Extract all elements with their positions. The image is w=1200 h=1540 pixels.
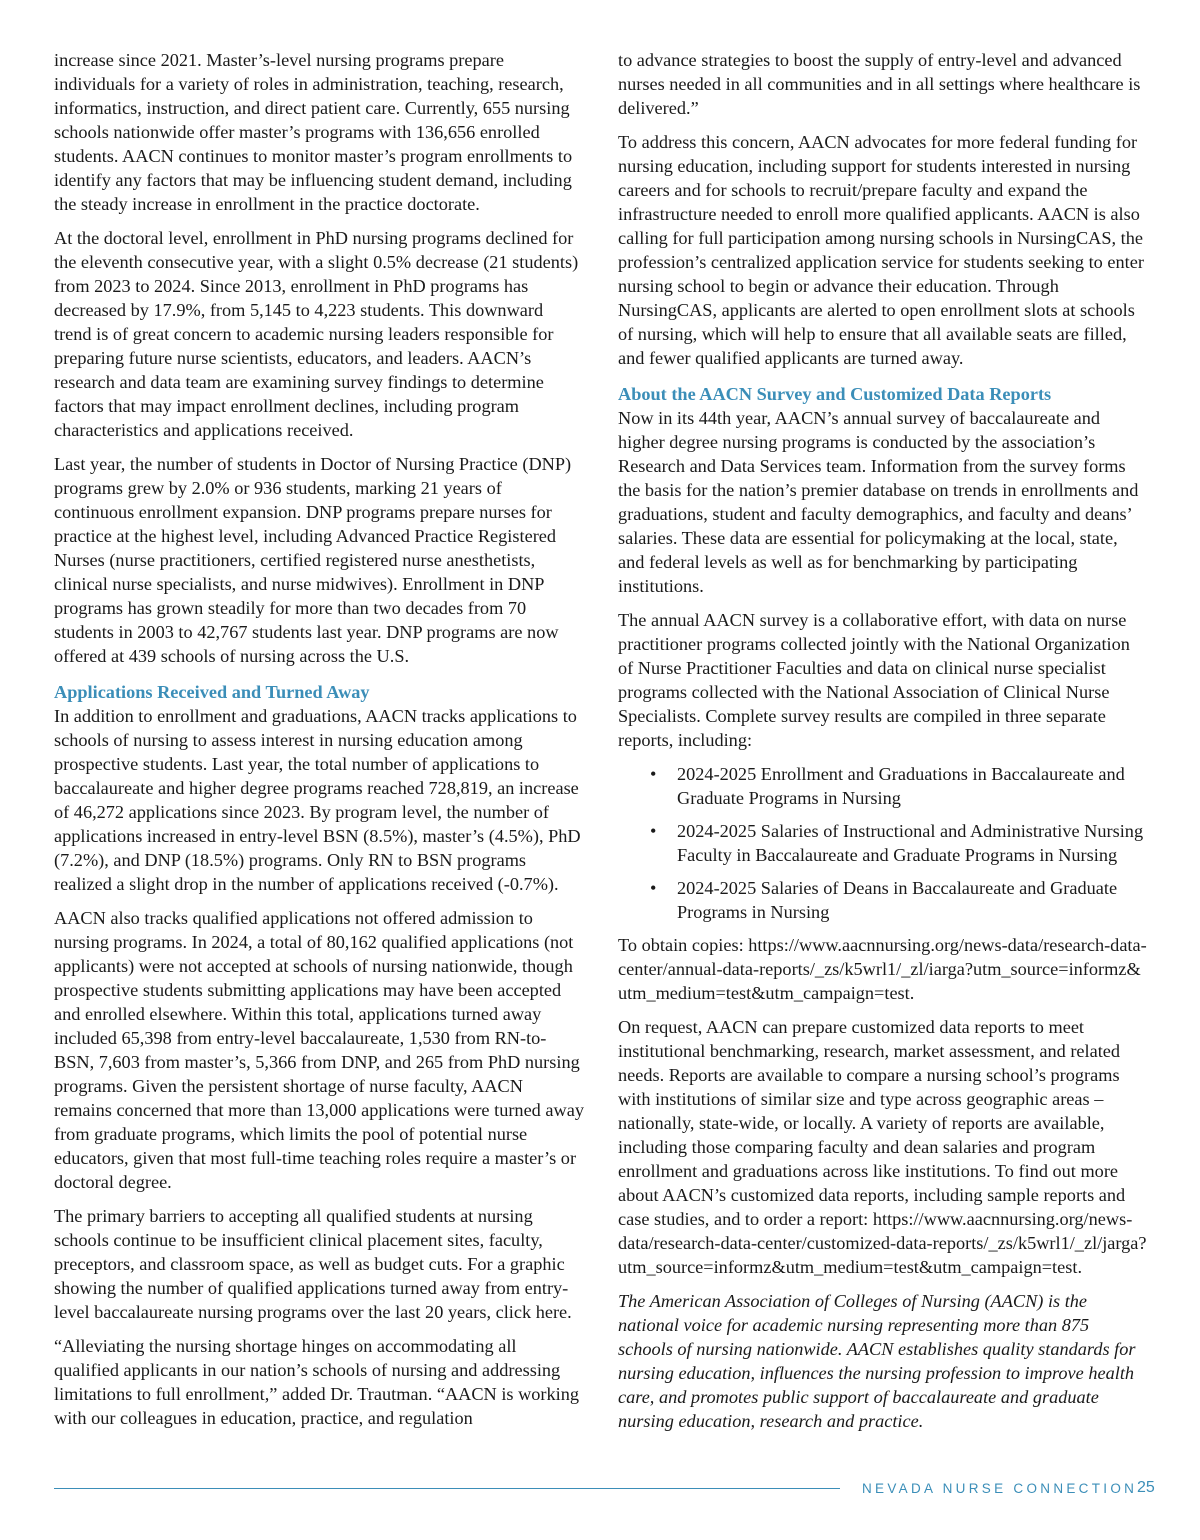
left-column: [54, 48, 584, 1430]
list-item: [618, 876, 1148, 924]
footer-divider: [54, 1488, 840, 1489]
list-item: [618, 819, 1148, 867]
paragraph-customized-reports[interactable]: On request, AACN can prepare customized data reports to meet institutional benchmarking, research, market assessment, and related needs. Reports are available to compare a nursing school’s programs with institutions of similar size and type across geographic areas – nationally, state-wide, or locally. A variety of reports are available, including those comparing faculty and dean salaries and program enrollment and graduations across like institutions. To find out more about AACN’s customized data reports, including sample reports and case studies, and to order a report: https://www.aacnnursing.org/news-data/research-data-center/customized-data-reports/_zs/k5wrl1/_zl/jarga?utm_source=informz&utm_medium=test&utm_campaign=test.: [618, 1017, 1147, 1277]
paragraph-survey-intro: Now in its 44th year, AACN’s annual survey of baccalaureate and higher degree nursing programs is conducted by the association’s Research and Data Services team. Information from the survey forms the basis for the nation’s premier database on trends in enrollments and graduations, student and faculty demographics, and faculty and deans’ salaries. These data are essential for policymaking at the local, state, and federal levels as well as for benchmarking by participating institutions.: [618, 408, 1139, 596]
paragraph-survey-collaboration: The annual AACN survey is a collaborative effort, with data on nurse practitioner programs collected jointly with the National Organization of Nurse Practitioner Faculties and data on clinical nurse specialist programs collected with the National Association of Clinical Nurse Specialists. Complete survey results are compiled in three separate reports, including:: [618, 610, 1130, 750]
report-title: 2024-2025 Salaries of Instructional and Administrative Nursing Faculty in Baccalaureate and Graduate Programs in Nursing: [677, 821, 1144, 865]
paragraph-masters-programs: increase since 2021. Master’s-level nursing programs prepare individuals for a variety of roles in administration, teaching, research, informatics, instruction, and direct patient care. Currently, 655 nursing schools nationwide offer master’s programs with 136,656 enrolled students. AACN continues to monitor master’s program enrollments to identify any factors that may be influencing student demand, including the steady increase in enrollment in the practice doctorate.: [54, 50, 573, 214]
paragraph-quote-continued: to advance strategies to boost the supply of entry-level and advanced nurses needed in all communities and in all settings where healthcare is delivered.”: [618, 50, 1141, 118]
heading-applications: Applications Received and Turned Away: [54, 682, 370, 702]
reports-list: [618, 762, 1148, 924]
paragraph-advocacy: To address this concern, AACN advocates for more federal funding for nursing education, including support for students interested in nursing careers and for schools to recruit/prepare faculty and expand the infrastructure needed to enroll more qualified applicants. AACN is also calling for full participation among nursing schools in NursingCAS, the profession’s centralized application service for students seeking to enter nursing school to begin or advance their education. Through NursingCAS, applicants are alerted to open enrollment slots at schools of nursing, which will help to ensure that all available seats are filled, and fewer qualified applicants are turned away.: [618, 132, 1144, 368]
paragraph-obtain-copies[interactable]: To obtain copies: https://www.aacnnursing.org/news-data/research-data-center/annual-data-reports/_zs/k5wrl1/_zl/iarga?utm_source=informz&utm_medium=test&utm_campaign=test.: [618, 935, 1147, 1003]
bullet-icon: •: [650, 821, 657, 841]
paragraph-applications-turned-away: AACN also tracks qualified applications not offered admission to nursing programs. In 2024, a total of 80,162 qualified applications (not applicants) were not accepted at schools of nursing nationwide, though prospective students submitting applications may have been accepted and enrolled elsewhere. Within this total, applications turned away included 65,398 from entry-level baccalaureate, 1,530 from RN-to-BSN, 7,603 from master’s, 5,366 from DNP, and 265 from PhD nursing programs. Given the persistent shortage of nurse faculty, AACN remains concerned that more than 13,000 applications were turned away from graduate programs, which limits the pool of potential nurse educators, given that most full-time teaching roles require a master’s or doctoral degree.: [54, 908, 584, 1192]
aacn-tagline: The American Association of Colleges of Nursing (AACN) is the national voice for academic nursing representing more than 875 schools of nursing nationwide. AACN establishes quality standards for nursing education, influences the nursing profession to improve health care, and promotes public support of baccalaureate and graduate nursing education, research and practice.: [618, 1291, 1136, 1431]
paragraph-dnp-programs: Last year, the number of students in Doctor of Nursing Practice (DNP) programs grew by 2.0% or 936 students, marking 21 years of continuous enrollment expansion. DNP programs prepare nurses for practice at the highest level, including Advanced Practice Registered Nurses (nurse practitioners, certified registered nurse anesthetists, clinical nurse specialists, and nurse midwives). Enrollment in DNP programs has grown steadily for more than two decades from 70 students in 2003 to 42,767 students last year. DNP programs are now offered at 439 schools of nursing across the U.S.: [54, 454, 572, 666]
bullet-icon: •: [650, 764, 657, 784]
paragraph-barriers[interactable]: The primary barriers to accepting all qualified students at nursing schools continue to be insufficient clinical placement sites, faculty, preceptors, and classroom space, as well as budget cuts. For a graphic showing the number of qualified applications turned away from entry-level baccalaureate nursing programs over the last 20 years, click here.: [54, 1206, 572, 1322]
paragraph-applications-received: In addition to enrollment and graduations, AACN tracks applications to schools of nursing to assess interest in nursing education among prospective students. Last year, the total number of applications to baccalaureate and higher degree programs reached 728,819, an increase of 46,272 applications since 2023. By program level, the number of applications increased in entry-level BSN (8.5%), master’s (4.5%), PhD (7.2%), and DNP (18.5%) programs. Only RN to BSN programs realized a slight drop in the number of applications received (-0.7%).: [54, 706, 581, 894]
right-column: [618, 48, 1148, 1433]
page-number: 25: [1137, 1479, 1155, 1496]
paragraph-trautman-quote: “Alleviating the nursing shortage hinges on accommodating all qualified applicants in our nation’s schools of nursing and addressing limitations to full enrollment,” added Dr. Trautman. “AACN is working with our colleagues in education, practice, and regulation: [54, 1336, 580, 1428]
heading-survey: About the AACN Survey and Customized Data Reports: [618, 384, 1052, 404]
report-title: 2024-2025 Enrollment and Graduations in Baccalaureate and Graduate Programs in Nursing: [677, 764, 1125, 808]
paragraph-phd-enrollment: At the doctoral level, enrollment in PhD nursing programs declined for the eleventh consecutive year, with a slight 0.5% decrease (21 students) from 2023 to 2024. Since 2013, enrollment in PhD programs has decreased by 17.9%, from 5,145 to 4,223 students. This downward trend is of great concern to academic nursing leaders responsible for preparing future nurse scientists, educators, and leaders. AACN’s research and data team are examining survey findings to determine factors that may impact enrollment declines, including program characteristics and applications received.: [54, 228, 579, 440]
list-item: [618, 762, 1148, 810]
report-title: 2024-2025 Salaries of Deans in Baccalaureate and Graduate Programs in Nursing: [677, 878, 1118, 922]
publication-name: NEVADA NURSE CONNECTION: [862, 1481, 1138, 1496]
bullet-icon: •: [650, 878, 657, 898]
